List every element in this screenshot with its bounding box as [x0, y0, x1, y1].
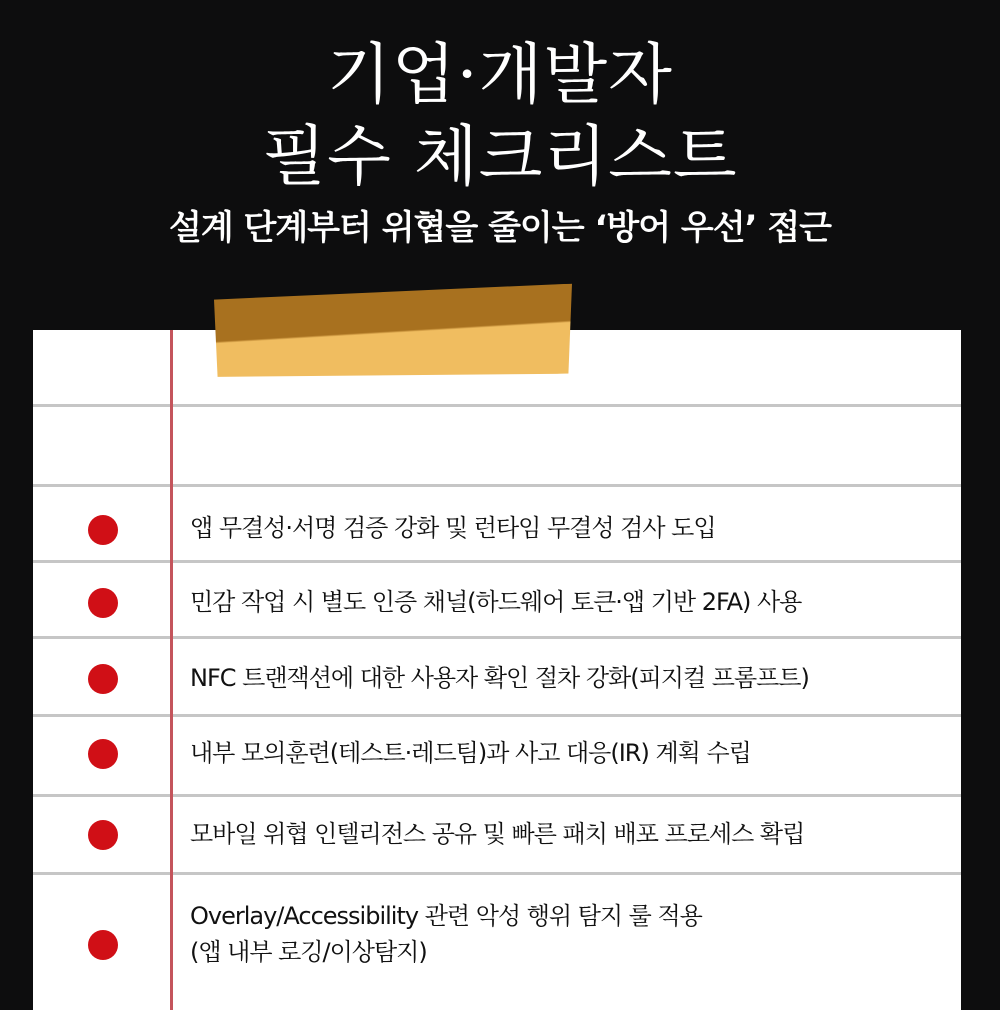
checklist-item-text: 민감 작업 시 별도 인증 채널(하드웨어 토큰·앱 기반 2FA) 사용: [190, 588, 802, 616]
bullet-dot-icon: [88, 588, 118, 618]
bullet-dot-icon: [88, 664, 118, 694]
checklist-item-text: 내부 모의훈련(테스트·레드팀)과 사고 대응(IR) 계획 수립: [190, 739, 751, 767]
checklist-item: [33, 560, 961, 636]
page-title-line-1: 기업·개발자: [327, 36, 673, 113]
bullet-dot-icon: [88, 515, 118, 545]
masking-tape: [214, 288, 572, 378]
bullet-dot-icon: [88, 930, 118, 960]
checklist-item-text: 모바일 위협 인텔리전스 공유 및 빠른 패치 배포 프로세스 확립: [190, 820, 805, 848]
page-title-line-2: 필수 체크리스트: [262, 118, 738, 195]
checklist-item-text-continued: (앱 내부 로깅/이상탐지): [190, 938, 427, 966]
checklist-item: [33, 794, 961, 872]
checklist-item-text: NFC 트랜잭션에 대한 사용자 확인 절차 강화(피지컬 프롬프트): [190, 664, 809, 692]
bullet-dot-icon: [88, 820, 118, 850]
checklist-item: [33, 636, 961, 714]
bullet-dot-icon: [88, 739, 118, 769]
page-subtitle: 설계 단계부터 위협을 줄이는 ‘방어 우선’ 접근: [168, 208, 832, 248]
checklist-item: [33, 484, 961, 560]
masking-tape-strip: [214, 284, 572, 383]
checklist-item-text: 앱 무결성·서명 검증 강화 및 런타임 무결성 검사 도입: [190, 514, 716, 542]
checklist-item: [33, 714, 961, 794]
checklist-item: [33, 872, 961, 1000]
checklist-item-text: Overlay/Accessibility 관련 악성 행위 탐지 룰 적용: [190, 902, 702, 930]
notebook-paper: [33, 330, 961, 1010]
